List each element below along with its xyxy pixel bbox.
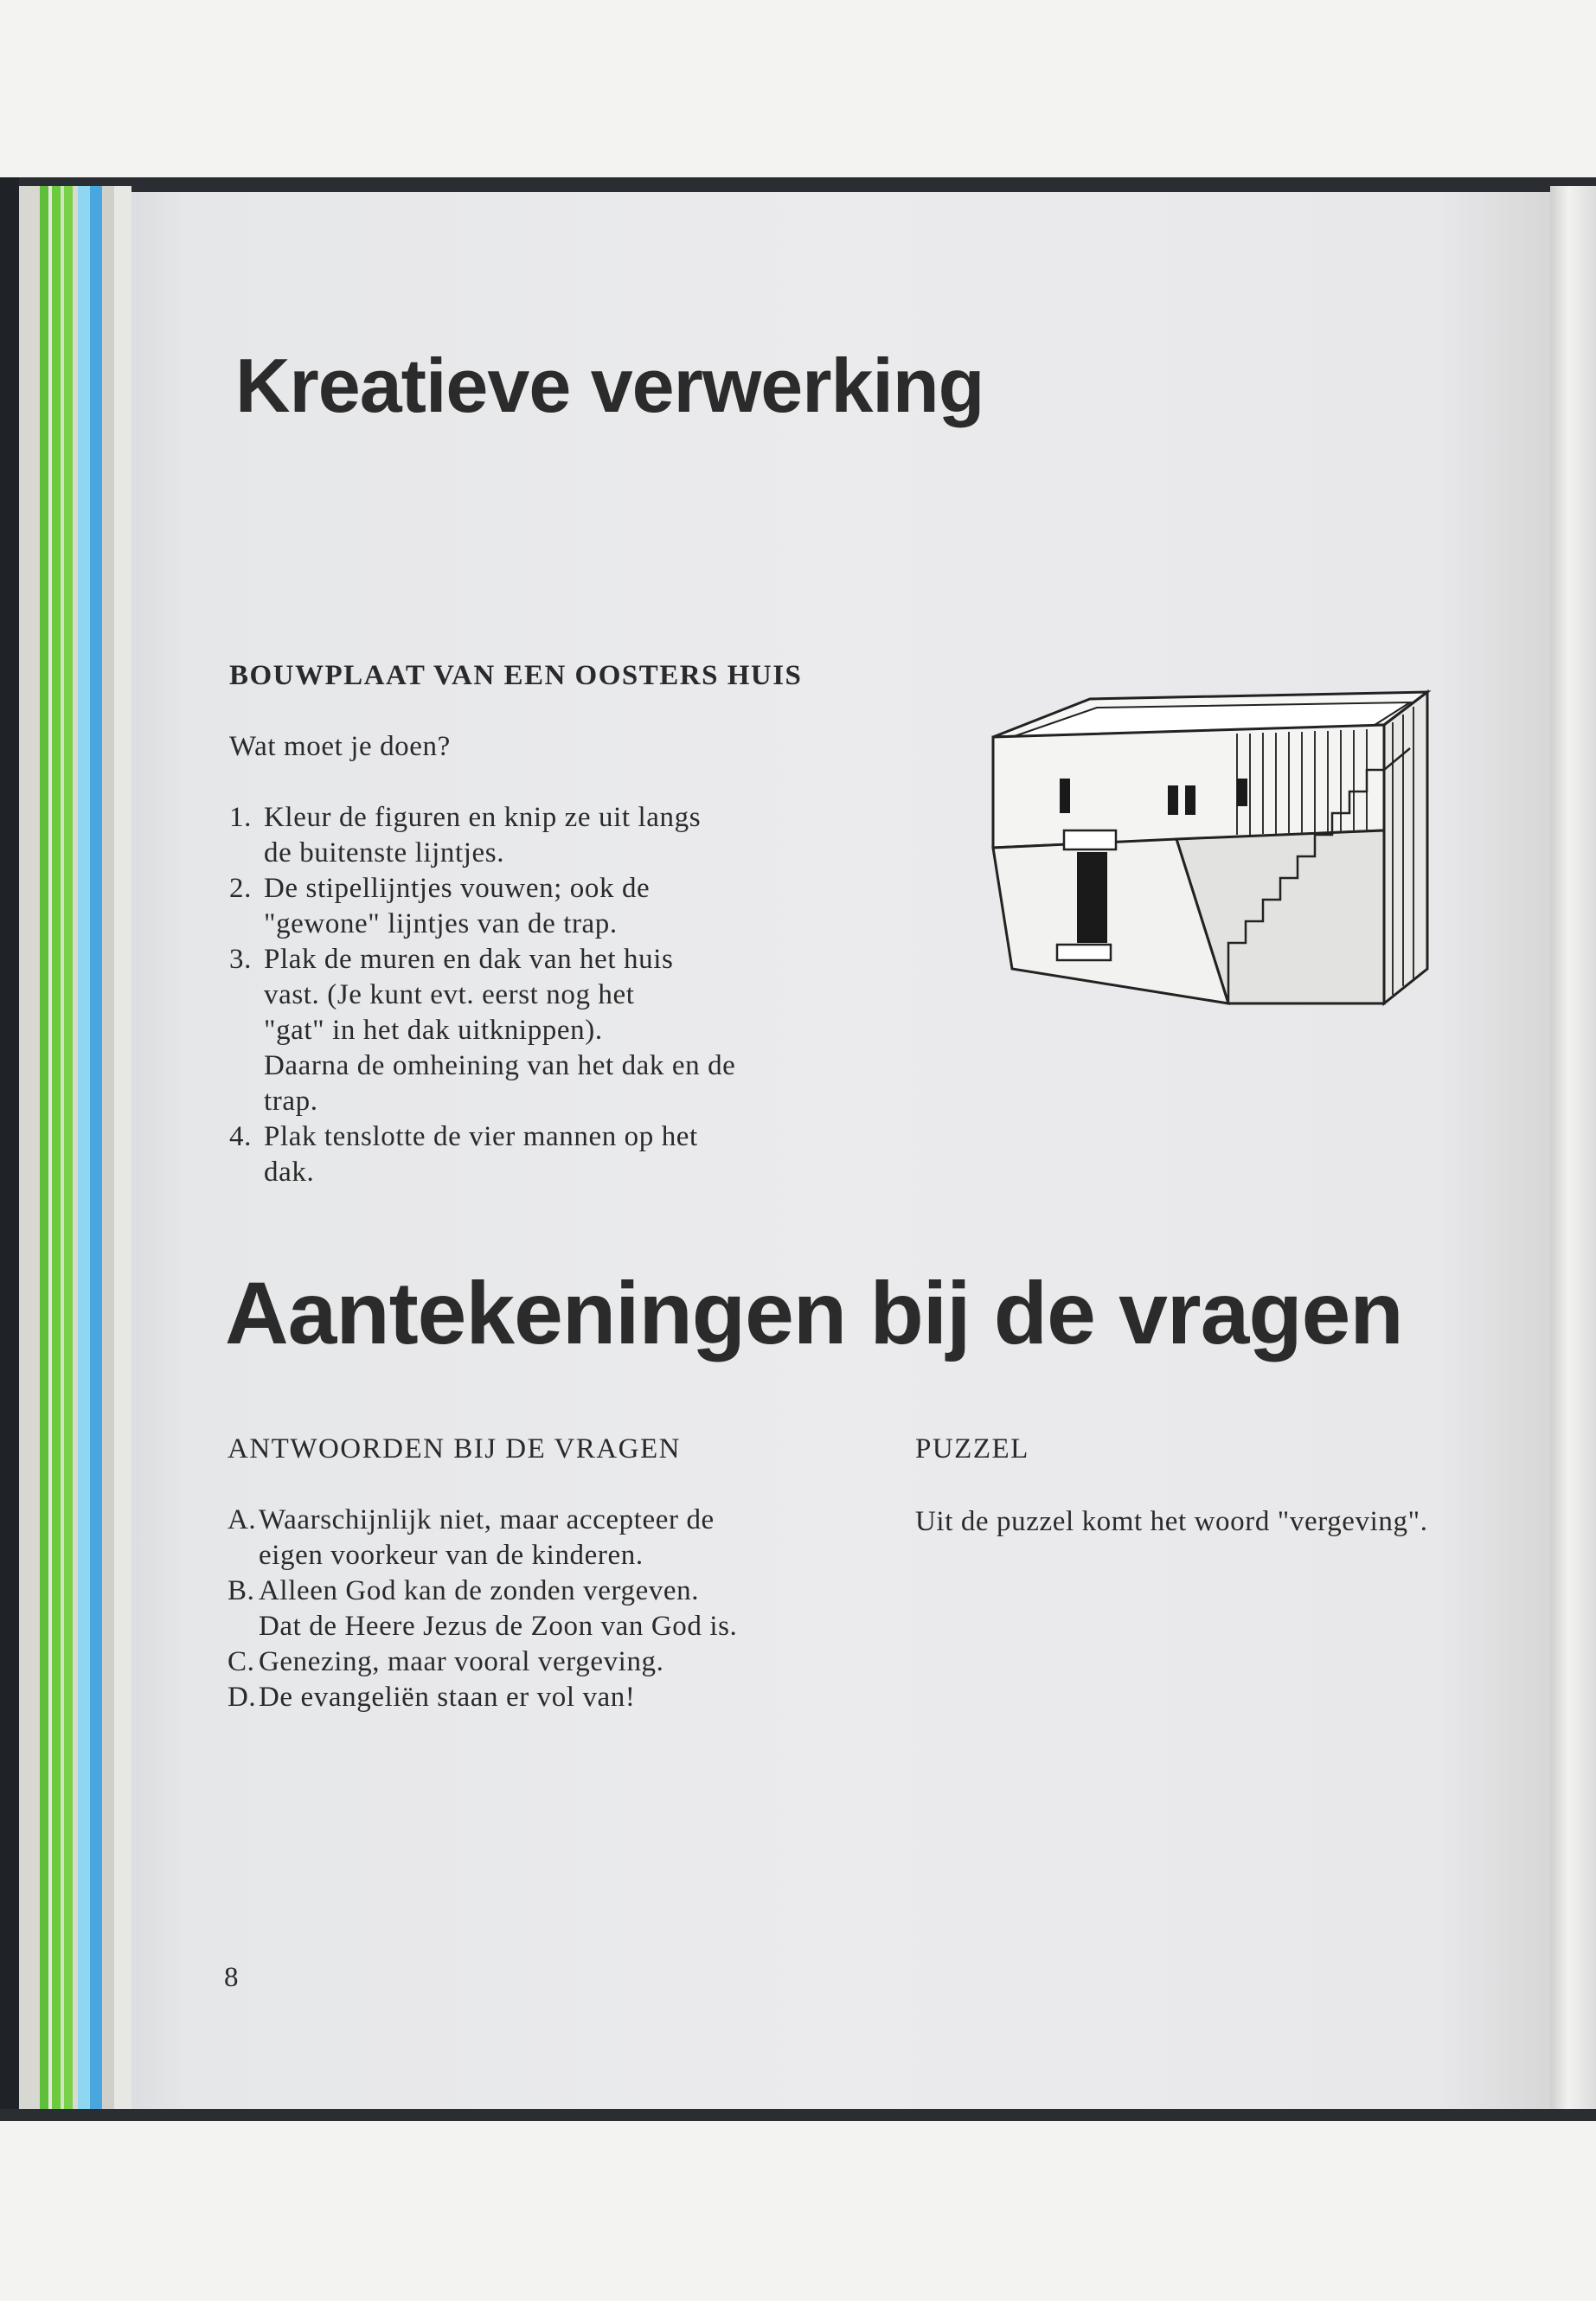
item-line: vast. (Je kunt evt. eerst nog het bbox=[264, 979, 635, 1010]
item-line: Daarna de omheining van het dak en de bbox=[264, 1050, 736, 1081]
answer-line: De evangeliën staan er vol van! bbox=[259, 1682, 636, 1713]
answer-line: Genezing, maar vooral vergeving. bbox=[259, 1646, 664, 1677]
instruction-item bbox=[229, 871, 852, 942]
answer-letter: D. bbox=[228, 1682, 257, 1713]
item-line: Kleur de figuren en knip ze uit langs bbox=[264, 802, 702, 833]
subheading-puzzel: PUZZEL bbox=[915, 1433, 1029, 1465]
book-cover-bottom bbox=[0, 2109, 1596, 2121]
section-title-aantekeningen: Aantekeningen bij de vragen bbox=[225, 1264, 1403, 1362]
item-line: Plak de muren en dak van het huis bbox=[264, 944, 674, 975]
instruction-item bbox=[229, 800, 852, 871]
instruction-list bbox=[229, 800, 852, 1190]
page-edges bbox=[19, 186, 131, 2111]
answer-item bbox=[228, 1680, 737, 1715]
item-line: "gat" in het dak uitknippen). bbox=[264, 1015, 603, 1046]
item-line: de buitenste lijntjes. bbox=[264, 837, 505, 868]
item-line: Plak tenslotte de vier mannen op het bbox=[264, 1121, 698, 1152]
instruction-item bbox=[229, 942, 852, 1119]
subheading-antwoorden: ANTWOORDEN BIJ DE VRAGEN bbox=[228, 1433, 681, 1465]
answer-item bbox=[228, 1503, 737, 1574]
answer-line: Waarschijnlijk niet, maar accepteer de bbox=[259, 1504, 715, 1535]
item-number: 1. bbox=[229, 802, 252, 833]
answer-line: eigen voorkeur van de kinderen. bbox=[259, 1540, 644, 1571]
answer-letter: C. bbox=[228, 1646, 255, 1677]
item-number: 3. bbox=[229, 944, 252, 975]
section-title-kreatieve: Kreatieve verwerking bbox=[235, 343, 984, 428]
item-number: 4. bbox=[229, 1121, 252, 1152]
answer-letter: B. bbox=[228, 1575, 255, 1606]
item-number: 2. bbox=[229, 873, 252, 904]
intro-question: Wat moet je doen? bbox=[229, 731, 451, 762]
page-number: 8 bbox=[224, 1962, 239, 1993]
answer-line: Alleen God kan de zonden vergeven. bbox=[259, 1575, 700, 1606]
item-line: dak. bbox=[264, 1157, 315, 1188]
subheading-bouwplaat: BOUWPLAAT VAN EEN OOSTERS HUIS bbox=[229, 660, 803, 691]
book-cover-left bbox=[0, 177, 19, 2121]
answer-letter: A. bbox=[228, 1504, 257, 1535]
answer-line: Dat de Heere Jezus de Zoon van God is. bbox=[259, 1611, 738, 1642]
puzzle-answer: Uit de puzzel komt het woord "vergeving". bbox=[915, 1506, 1428, 1537]
house-drawing-icon bbox=[977, 683, 1574, 1055]
item-line: "gewone" lijntjes van de trap. bbox=[264, 908, 618, 939]
answers-list bbox=[228, 1503, 737, 1715]
item-line: De stipellijntjes vouwen; ook de bbox=[264, 873, 651, 904]
answer-item bbox=[228, 1644, 737, 1680]
item-line: trap. bbox=[264, 1086, 318, 1117]
answer-item bbox=[228, 1574, 737, 1644]
next-page-edge bbox=[1550, 186, 1596, 2109]
instruction-item bbox=[229, 1119, 852, 1190]
